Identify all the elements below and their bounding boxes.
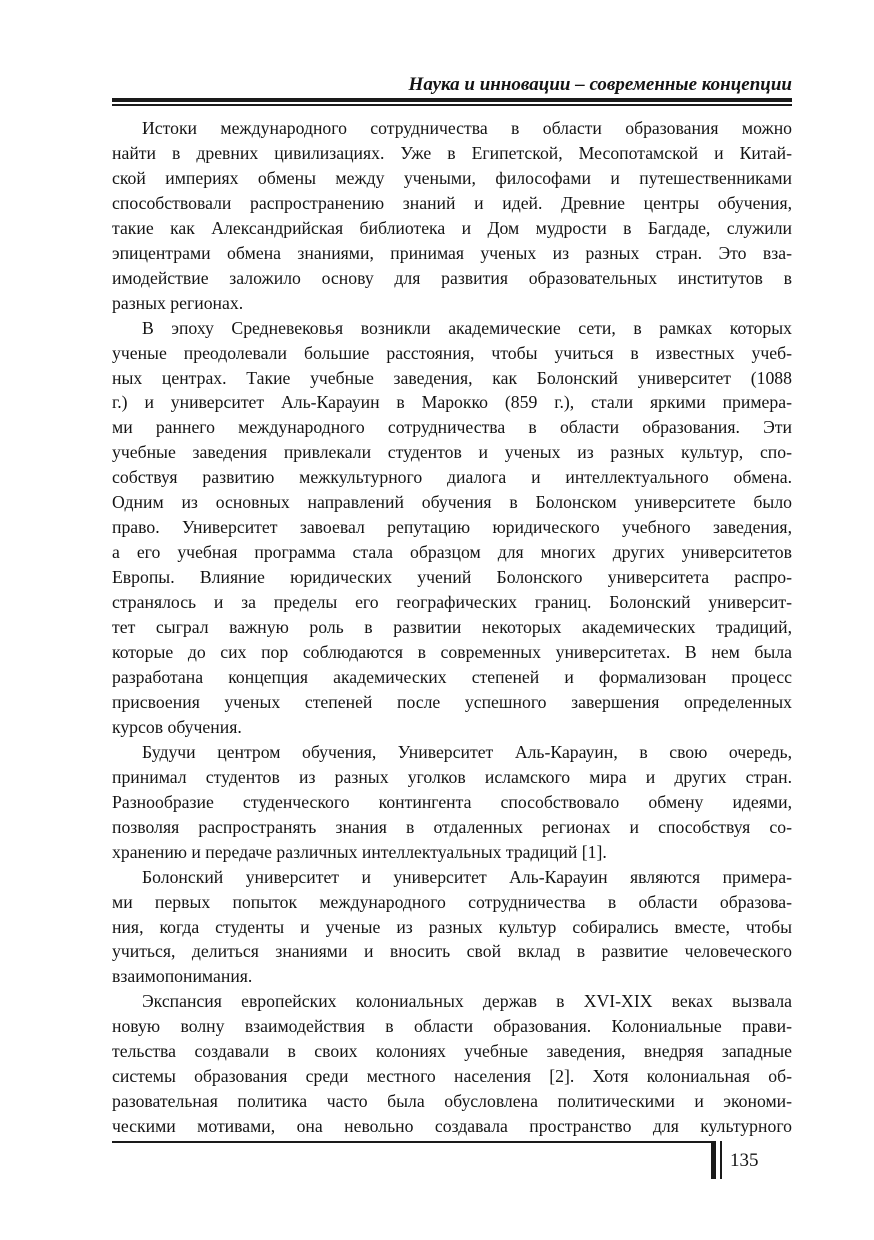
- text-line: Европы. Влияние юридических учений Болонского университета распро-: [112, 567, 792, 588]
- paragraph: [112, 316, 792, 740]
- text-line: Одним из основных направлений обучения в Болонском университете было: [112, 492, 792, 513]
- text-line: взаимопонимания.: [112, 966, 253, 987]
- text-line: Будучи центром обучения, Университет Аль-Карауин, в свою очередь,: [142, 741, 792, 762]
- text-line: ученые преодолевали большие расстояния, чтобы учиться в известных учеб-: [112, 342, 792, 363]
- text-line: разработана концепция академических степеней и формализован процесс: [112, 666, 792, 687]
- footer-rule: [112, 1141, 711, 1143]
- text-line: системы образования среди местного населения [2]. Хотя колониальная об-: [112, 1066, 792, 1087]
- text-line: принимал студентов из разных уголков исламского мира и других стран.: [112, 766, 792, 787]
- page-number-bar-thin: [720, 1141, 722, 1179]
- text-line: которые до сих пор соблюдаются в современных университетах. В нем была: [112, 642, 792, 663]
- page-number-bar-thick: [711, 1141, 716, 1179]
- text-line: позволяя распространять знания в отдаленных регионах и способствуя со-: [112, 816, 792, 837]
- header-rule-thin: [112, 104, 792, 106]
- paragraph: [112, 989, 792, 1139]
- text-line: тет сыграл важную роль в развитии некоторых академических традиций,: [112, 617, 792, 638]
- text-line: способствовали распространению знаний и идей. Древние центры обучения,: [112, 192, 792, 213]
- text-line: учиться, делиться знаниями и вносить свой вклад в развитие человеческого: [112, 941, 792, 962]
- text-line: имодействие заложило основу для развития образовательных институтов в: [112, 267, 792, 288]
- text-line: учебные заведения привлекали студентов и ученых из разных культур, спо-: [112, 442, 792, 463]
- text-line: В эпоху Средневековья возникли академические сети, в рамках которых: [142, 317, 792, 338]
- text-line: разовательная политика часто была обусловлена политическими и экономи-: [112, 1091, 792, 1112]
- text-line: право. Университет завоевал репутацию юридического учебного заведения,: [112, 517, 792, 538]
- text-line: ных центрах. Такие учебные заведения, как Болонский университет (1088: [112, 367, 792, 388]
- text-line: ской империях обмены между учеными, философами и путешественниками: [112, 167, 792, 188]
- text-line: эпицентрами обмена знаниями, принимая ученых из разных стран. Это вза-: [112, 242, 792, 263]
- paragraph: [112, 740, 792, 865]
- text-line: присвоения ученых степеней после успешного завершения определенных: [112, 691, 792, 712]
- text-line: такие как Александрийская библиотека и Дом мудрости в Багдаде, служили: [112, 217, 792, 238]
- text-line: хранению и передаче различных интеллектуальных традиций [1].: [112, 841, 607, 862]
- paragraph: [112, 865, 792, 990]
- text-line: Истоки международного сотрудничества в области образования можно: [142, 118, 792, 138]
- text-line: ми раннего международного сотрудничества в области образования. Эти: [112, 417, 792, 438]
- text-line: странялось и за пределы его географических границ. Болонский университ-: [112, 592, 792, 613]
- text-line: собствуя развитию межкультурного диалога и интеллектуального обмена.: [112, 467, 792, 488]
- page-number: 135: [730, 1150, 759, 1171]
- text-line: ния, когда студенты и ученые из разных культур собирались вместе, чтобы: [112, 916, 792, 937]
- body-text: [112, 116, 792, 1139]
- text-line: г.) и университет Аль-Карауин в Марокко (859 г.), стали яркими примера-: [112, 392, 792, 413]
- text-line: а его учебная программа стала образцом для многих других университетов: [112, 542, 792, 563]
- text-line: Болонский университет и университет Аль-Карауин являются примера-: [142, 866, 792, 887]
- paragraph: [112, 116, 792, 316]
- text-line: курсов обучения.: [112, 716, 242, 737]
- text-line: новую волну взаимодействия в области образования. Колониальные прави-: [112, 1016, 792, 1037]
- text-line: ми первых попыток международного сотрудничества в области образова-: [112, 891, 792, 912]
- text-line: тельства создавали в своих колониях учебные заведения, внедряя западные: [112, 1041, 792, 1062]
- text-line: разных регионах.: [112, 292, 244, 313]
- header-rule-thick: [112, 98, 792, 102]
- text-line: Экспансия европейских колониальных держав в XVI-XIX веках вызвала: [142, 991, 792, 1012]
- running-title: Наука и инновации – современные концепции: [408, 74, 792, 95]
- text-line: Разнообразие студенческого контингента способствовало обмену идеями,: [112, 791, 792, 812]
- text-line: ческими мотивами, она невольно создавала пространство для культурного: [112, 1116, 792, 1137]
- text-line: найти в древних цивилизациях. Уже в Египетской, Месопотамской и Китай-: [112, 142, 792, 163]
